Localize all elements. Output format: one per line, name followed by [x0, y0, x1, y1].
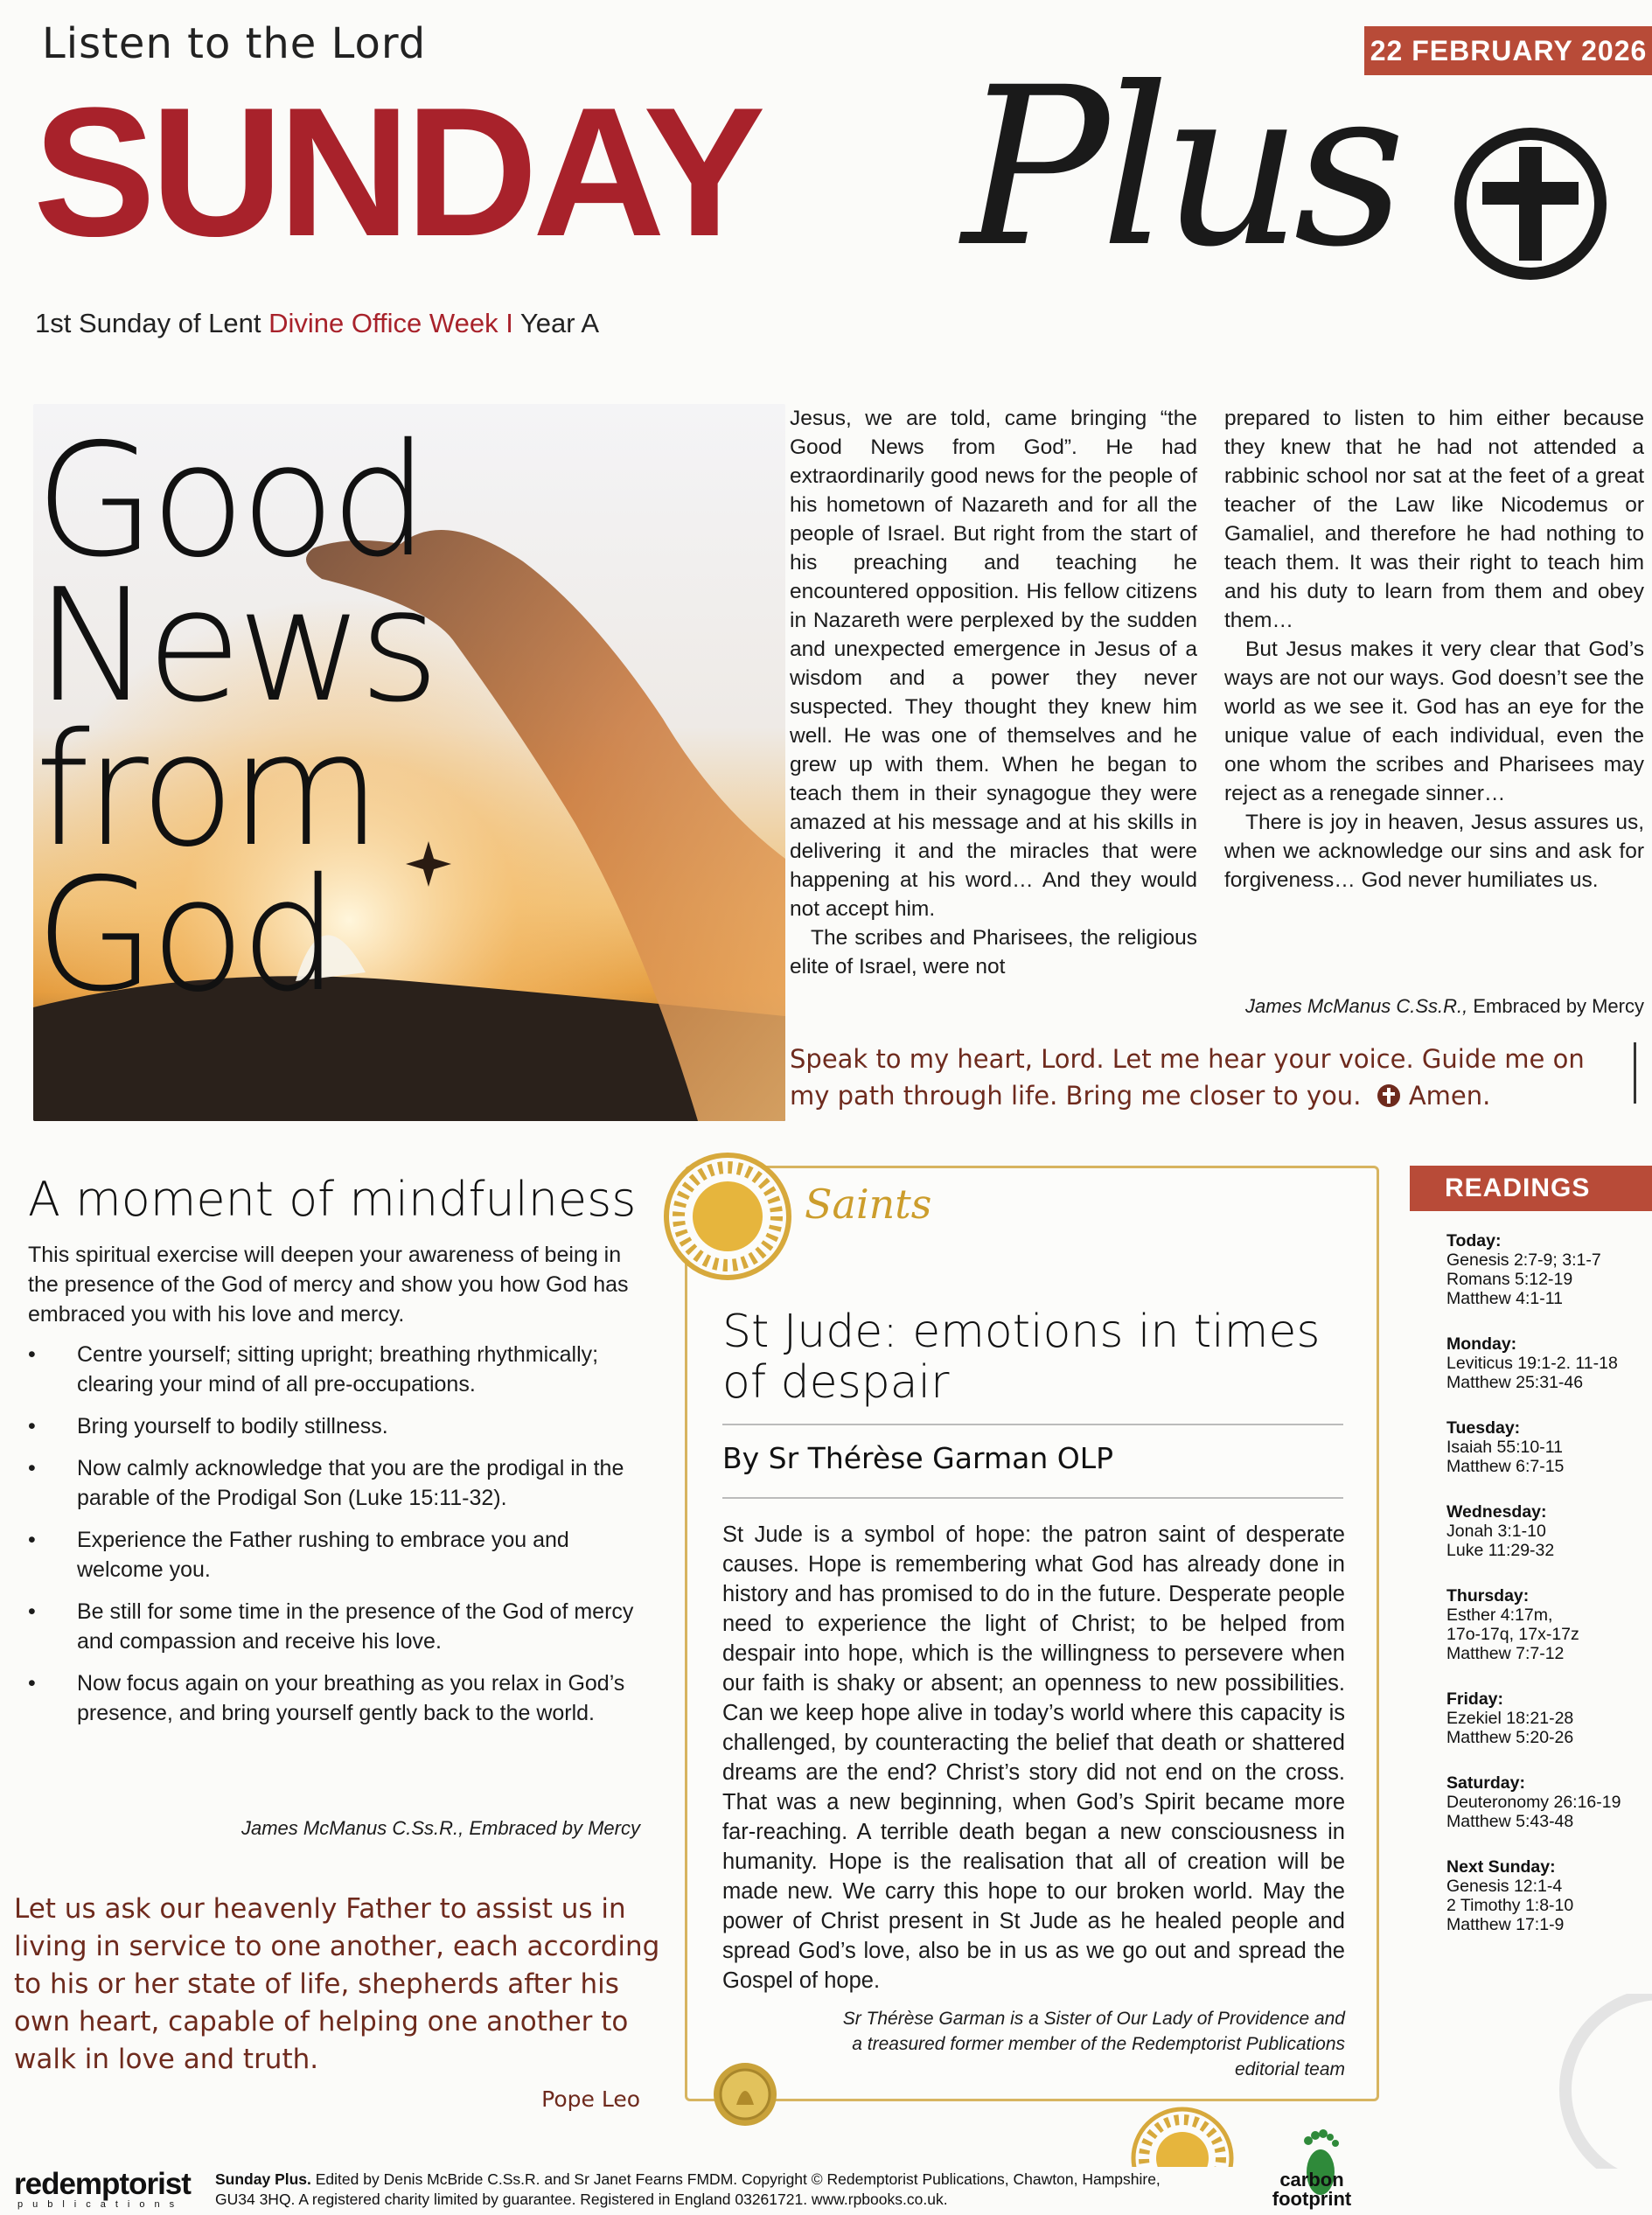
reading-ref: Matthew 25:31-46 — [1446, 1373, 1584, 1392]
subtitle-sunday: 1st Sunday of Lent — [35, 308, 269, 338]
plus-logo — [953, 24, 1618, 313]
reading-ref: Matthew 5:20-26 — [1446, 1728, 1574, 1747]
reading-ref: Leviticus 19:1-2. 11-18 — [1446, 1354, 1618, 1373]
footer-credits — [215, 2170, 1168, 2210]
subtitle-office: Divine Office Week I — [268, 308, 513, 338]
list-item-text: Centre yourself; sitting upright; breathing rhythmically; clearing your mind of all pre-occupations. — [77, 1342, 599, 1397]
reading-ref: Romans 5:12-19 — [1446, 1270, 1573, 1289]
reading-day — [1446, 1773, 1652, 1831]
footer-credit-text: Edited by Denis McBride C.Ss.R. and Sr Janet Fearns FMDM. Copyright © Redemptorist Publications, Chawton, Hampshire, GU34 3HQ. A registered charity limited by guarantee. Registered in England 03261721. www.rpbooks.co.uk. — [215, 2170, 1161, 2208]
mindfulness-attribution: James McManus C.Ss.R., Embraced by Mercy — [240, 1817, 640, 1839]
list-item-text: Be still for some time in the presence of the God of mercy and compassion and receive his love. — [77, 1599, 634, 1654]
reading-ref: 2 Timothy 1:8-10 — [1446, 1896, 1574, 1915]
reading-day — [1446, 1586, 1652, 1663]
saint-byline: By Sr Thérèse Garman OLP — [722, 1441, 1113, 1475]
article-paragraph: There is joy in heaven, Jesus assures us, when we acknowledge our sins and ask for forgiveness… God never humiliates us. — [1224, 811, 1644, 892]
reading-day — [1446, 1689, 1652, 1747]
carbon-label-line: footprint — [1272, 2188, 1352, 2210]
reading-ref: Matthew 17:1-9 — [1446, 1915, 1565, 1934]
list-item — [28, 1453, 658, 1513]
publisher-logo: redemptorist — [14, 2167, 191, 2201]
divider — [722, 1424, 1343, 1425]
reading-ref: 17o-17q, 17x-17z — [1446, 1625, 1579, 1644]
prayer-amen: Amen. — [1400, 1081, 1491, 1111]
masthead-script-text: Plus — [962, 40, 1398, 295]
liturgical-subtitle — [35, 308, 599, 339]
reading-day — [1446, 1418, 1652, 1476]
reading-day-label: Friday: — [1446, 1689, 1504, 1709]
reading-ref: Esther 4:17m, — [1446, 1606, 1553, 1625]
cross-circle-icon — [1460, 134, 1600, 274]
carbon-footprint-label — [1251, 2170, 1373, 2209]
bullet: • — [28, 1599, 36, 1624]
bullet: • — [28, 1528, 36, 1552]
tagline: Listen to the Lord — [42, 19, 427, 68]
reading-day — [1446, 1231, 1652, 1308]
article-paragraph: But Jesus makes it very clear that God’s ways are not our ways. God doesn’t see the world as we see it. God has an eye for the unique value of each individual, even the one whom the scribes and Pharisees may reject as a renegade sinner… — [1224, 637, 1644, 805]
reading-ref: Matthew 7:7-12 — [1446, 1644, 1565, 1663]
pope-prayer: Let us ask our heavenly Father to assist us in living in service to one another, each according to his or her state of life, shepherds after his own heart, capable of helping one another to walk in love and truth. — [14, 1893, 660, 2075]
list-item — [28, 1340, 658, 1399]
hero-headline-line: News — [35, 554, 435, 736]
article-paragraph: The scribes and Pharisees, the religious elite of Israel, were not — [790, 926, 1197, 979]
saint-title: St Jude: emotions in times of despair — [722, 1306, 1321, 1409]
article-paragraph: Jesus, we are told, came bringing “the Good News from God”. He had extraordinarily good news for the people of his hometown of Nazareth and for all the people of Israel. But right from the start of his preaching and teaching he encountered opposition. His fellow citizens in Nazareth were perplexed by the sudden and unexpected emergence in Jesus of a wisdom and a power they never suspected. They thought they knew him well. He was one of themselves and he grew up with them. When he began to teach them in their synagogue they were amazed at his message and at his skills in delivering it and the miracles that were happening at his word… And they would not accept him. — [790, 407, 1197, 921]
list-item-text: Bring yourself to bodily stillness. — [77, 1414, 388, 1438]
reading-day-label: Tuesday: — [1446, 1418, 1521, 1438]
reading-day-label: Monday: — [1446, 1334, 1517, 1354]
hero-headline-line: Good — [35, 410, 424, 591]
reading-ref: Luke 11:29-32 — [1446, 1541, 1555, 1560]
reading-ref: Genesis 12:1-4 — [1446, 1877, 1563, 1896]
divider — [1634, 1042, 1636, 1104]
list-item — [28, 1597, 658, 1656]
mindfulness-steps — [28, 1340, 658, 1740]
attribution-source: Embraced by Mercy — [1467, 995, 1644, 1017]
decorative-circle-icon — [1530, 1994, 1652, 2169]
publisher-logo-sub: publications — [17, 2199, 185, 2210]
masthead-title: SUNDAY — [33, 69, 761, 275]
article-attribution — [1224, 995, 1644, 1018]
hero-headline-line: from — [35, 700, 377, 881]
list-item — [28, 1668, 658, 1728]
hero-headline — [35, 410, 435, 1026]
date-badge: 22 FEBRUARY 2026 — [1364, 26, 1652, 75]
reading-day-label: Next Sunday: — [1446, 1857, 1556, 1877]
sun-icon — [662, 1151, 793, 1282]
saints-label: Saints — [805, 1181, 932, 1228]
reading-day-label: Wednesday: — [1446, 1502, 1547, 1522]
divider — [722, 1497, 1343, 1499]
list-item — [28, 1411, 658, 1441]
article-paragraph: prepared to listen to him either because they knew that he had not attended a rabbinic school nor sat at the feet of a great teacher of the Law like Nicodemus or Gamaliel, and therefore he had nothing to teach them. It was their right to teach him and his duty to learn from them and obey them… — [1224, 407, 1644, 632]
bullet: • — [28, 1342, 36, 1367]
pope-prayer-author: Pope Leo — [541, 2086, 640, 2112]
cross-circle-icon — [1377, 1083, 1401, 1108]
reading-day-label: Today: — [1446, 1231, 1502, 1250]
subtitle-year: Year A — [512, 308, 600, 338]
readings-list — [1446, 1231, 1652, 1961]
reading-ref: Ezekiel 18:21-28 — [1446, 1709, 1574, 1728]
reading-ref: Matthew 5:43-48 — [1446, 1812, 1574, 1831]
reading-day — [1446, 1502, 1652, 1560]
bullet: • — [28, 1414, 36, 1438]
reading-ref: Matthew 4:1-11 — [1446, 1289, 1563, 1308]
reading-ref: Jonah 3:1-10 — [1446, 1522, 1546, 1541]
list-item-text: Now calmly acknowledge that you are the prodigal in the parable of the Prodigal Son (Luke 15:11-32). — [77, 1456, 624, 1510]
article-column-1 — [790, 404, 1197, 981]
footer-credit-title: Sunday Plus. — [215, 2170, 311, 2188]
prayer-text: Speak to my heart, Lord. Let me hear your voice. Guide me on my path through life. Bring me closer to you. — [790, 1044, 1585, 1111]
reading-ref: Matthew 6:7-15 — [1446, 1457, 1565, 1476]
reading-day — [1446, 1334, 1652, 1392]
reading-ref: Genesis 2:7-9; 3:1-7 — [1446, 1250, 1601, 1270]
reading-day — [1446, 1857, 1652, 1934]
hero-headline-line: God — [35, 844, 334, 1026]
mindfulness-title: A moment of mindfulness — [28, 1172, 637, 1227]
saint-body: St Jude is a symbol of hope: the patron saint of desperate causes. Hope is remembering what God has already done in history and has promised to do in the future. Desperate people need to experience the light of Christ; to be helped from despair into hope, which is the willingness to persevere when our faith is shaky or absent; an openness to new possibilities. Can we keep hope alive in today’s world where this capacity is challenged, by counteracting the belief that death or shattered dreams are the end? Christ’s story did not end on the cross. That was a new beginning, when God’s Spirit became more far-reaching. A terrible death began a new consciousness in humanity. Hope is the realisation that all of creation will be made new. We carry this hope to our broken world. May the power of Christ present in St Jude as he healed people and spread God’s love, also be in us as we go out and spread the Gospel of hope. — [722, 1522, 1345, 1993]
reading-ref: Isaiah 55:10-11 — [1446, 1438, 1563, 1457]
bullet: • — [28, 1671, 36, 1696]
reading-day-label: Saturday: — [1446, 1773, 1525, 1793]
article-prayer — [790, 1041, 1621, 1114]
mindfulness-intro: This spiritual exercise will deepen your awareness of being in the presence of the God of mercy and show you how God has embraced you with his love and mercy. — [28, 1243, 629, 1327]
list-item — [28, 1525, 658, 1585]
carbon-label-line: carbon — [1279, 2169, 1344, 2191]
reading-ref: Deuteronomy 26:16-19 — [1446, 1793, 1621, 1812]
saint-medal-icon — [710, 2059, 780, 2129]
list-item-text: Now focus again on your breathing as you relax in God’s presence, and bring yourself gently back to the world. — [77, 1671, 625, 1725]
sun-icon — [1130, 2106, 1235, 2167]
list-item-text: Experience the Father rushing to embrace you and welcome you. — [77, 1528, 569, 1582]
saint-author-note: Sr Thérèse Garman is a Sister of Our Lady of Providence and a treasured former member of the Redemptorist Publications editorial team — [842, 2009, 1345, 2079]
bullet: • — [28, 1456, 36, 1480]
reading-day-label: Thursday: — [1446, 1586, 1530, 1606]
article-column-2 — [1224, 404, 1644, 895]
attribution-author: James McManus C.Ss.R., — [1244, 995, 1468, 1017]
readings-heading: READINGS — [1410, 1166, 1652, 1211]
